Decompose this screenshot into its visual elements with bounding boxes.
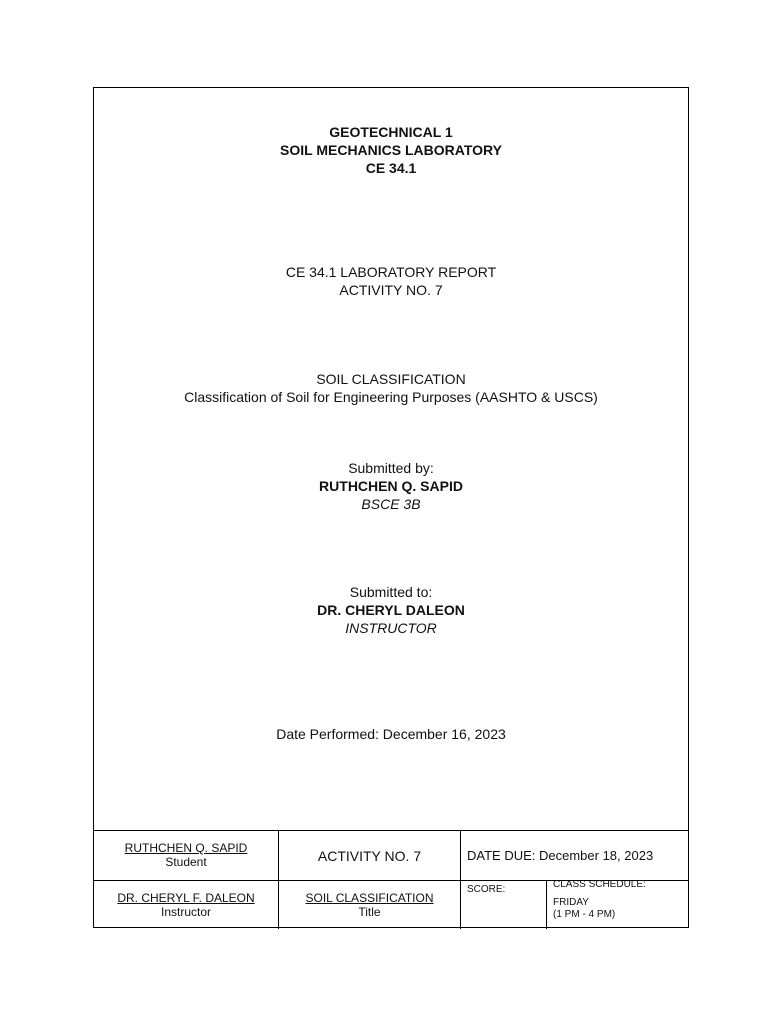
footer-student-cell bbox=[94, 831, 279, 881]
topic-subtitle: Classification of Soil for Engineering Purposes (AASHTO & USCS) bbox=[184, 389, 598, 405]
footer-date-due: DATE DUE: December 18, 2023 bbox=[467, 848, 654, 863]
footer-activity: ACTIVITY NO. 7 bbox=[317, 848, 422, 864]
footer-score-cell bbox=[461, 881, 547, 929]
student-section: BSCE 3B bbox=[361, 496, 421, 512]
footer-student-label: Student bbox=[165, 855, 207, 869]
footer-schedule-day: FRIDAY bbox=[553, 897, 589, 908]
course-code: CE 34.1 bbox=[365, 160, 417, 176]
submitted-to-label: Submitted to: bbox=[349, 584, 433, 600]
footer-score-label: SCORE: bbox=[467, 884, 506, 895]
topic-heading bbox=[94, 370, 688, 406]
footer-student-name: RUTHCHEN Q. SAPID bbox=[124, 841, 248, 855]
instructor-name: DR. CHERYL DALEON bbox=[317, 602, 465, 618]
report-heading bbox=[94, 263, 688, 299]
footer-title-cell bbox=[279, 881, 461, 929]
footer-activity-cell bbox=[279, 831, 461, 881]
lab-title: SOIL MECHANICS LABORATORY bbox=[280, 142, 502, 158]
report-title: CE 34.1 LABORATORY REPORT bbox=[285, 264, 497, 280]
footer-date-due-cell bbox=[461, 831, 689, 881]
submitted-by-label: Submitted by: bbox=[348, 460, 434, 476]
submitted-to-section bbox=[94, 583, 688, 637]
date-performed: Date Performed: December 16, 2023 bbox=[276, 726, 506, 742]
course-header bbox=[94, 123, 688, 177]
activity-number: ACTIVITY NO. 7 bbox=[339, 282, 443, 298]
footer-instructor-label: Instructor bbox=[160, 905, 211, 919]
cover-page bbox=[93, 87, 689, 928]
footer-title-label: Title bbox=[358, 905, 381, 919]
student-name: RUTHCHEN Q. SAPID bbox=[319, 478, 463, 494]
footer-instructor-name: DR. CHERYL F. DALEON bbox=[117, 891, 255, 905]
course-title: GEOTECHNICAL 1 bbox=[329, 124, 453, 140]
footer-schedule-label: CLASS SCHEDULE: bbox=[553, 879, 646, 890]
footer-schedule-time: (1 PM - 4 PM) bbox=[553, 909, 616, 920]
footer-title-value: SOIL CLASSIFICATION bbox=[305, 891, 434, 905]
footer-instructor-cell bbox=[94, 881, 279, 929]
footer-schedule-cell bbox=[547, 881, 689, 929]
topic-title: SOIL CLASSIFICATION bbox=[316, 371, 466, 387]
instructor-role: INSTRUCTOR bbox=[345, 620, 437, 636]
footer-table bbox=[94, 830, 688, 929]
submitted-by-section bbox=[94, 459, 688, 513]
